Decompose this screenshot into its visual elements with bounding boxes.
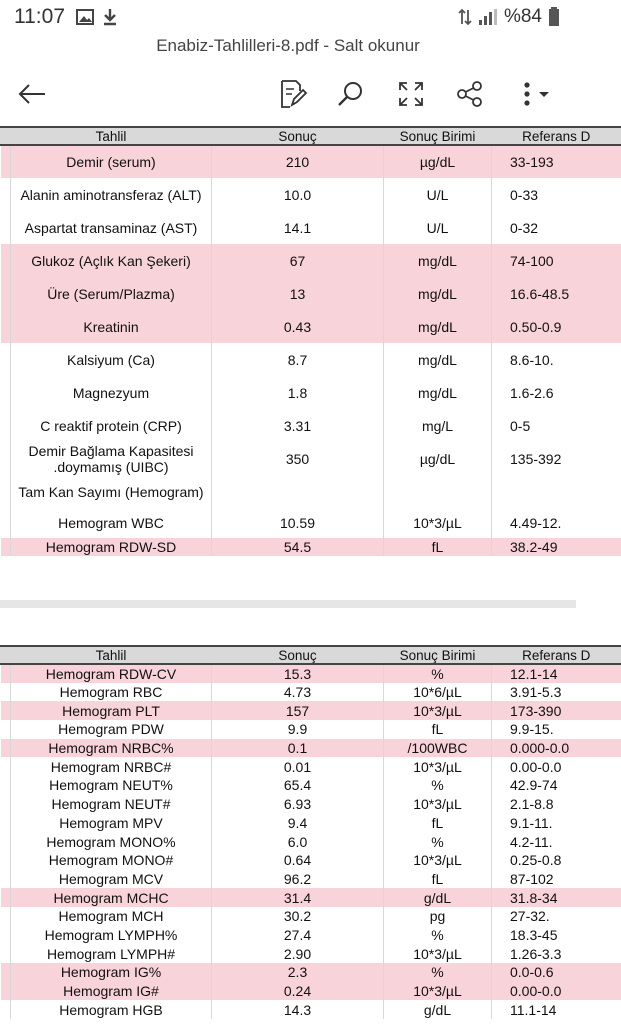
cell-result: 2.3 <box>212 963 384 982</box>
cell-result: 6.0 <box>212 832 384 851</box>
cell-test-name: Hemogram LYMPH% <box>11 926 212 945</box>
cell-test-name: Hemogram NEUT# <box>11 795 212 814</box>
table-row <box>1 851 621 870</box>
table-row <box>1 683 621 702</box>
battery-level: %84 <box>503 6 542 27</box>
cell-test-name: Hemogram NEUT% <box>11 776 212 795</box>
cell-test-name: C reaktif protein (CRP) <box>11 409 212 442</box>
pdf-page-1 <box>0 126 591 600</box>
cell-result: 67 <box>212 244 384 277</box>
back-arrow-icon <box>17 82 47 106</box>
cell-test-name: Hemogram HGB <box>11 1000 212 1019</box>
cell-result: 13 <box>212 277 384 310</box>
cell-reference: 33-193 <box>492 145 621 178</box>
cell-test-name: Hemogram NRBC% <box>11 739 212 758</box>
cell-reference: 3.91-5.3 <box>492 683 621 702</box>
cell-unit: fL <box>384 814 492 833</box>
cell-unit: U/L <box>384 211 492 244</box>
cell-reference: 9.1-11. <box>492 814 621 833</box>
table-row <box>1 277 621 310</box>
cell-unit: g/dL <box>384 1000 492 1019</box>
signal-icon <box>478 8 498 26</box>
cell-reference: 38.2-49 <box>492 538 621 556</box>
cell-unit: 10*3/µL <box>384 851 492 870</box>
download-icon <box>102 8 118 26</box>
cell-result: 350 <box>212 442 384 476</box>
cell-unit: fL <box>384 870 492 889</box>
table-row <box>1 944 621 963</box>
status-bar <box>0 0 576 34</box>
table-row <box>1 963 621 982</box>
cell-unit: 10*3/µL <box>384 944 492 963</box>
cell-unit: mg/dL <box>384 310 492 343</box>
cell-unit: mg/dL <box>384 343 492 376</box>
table-row <box>1 739 621 758</box>
cell-result: 3.31 <box>212 409 384 442</box>
cell-result: 6.93 <box>212 795 384 814</box>
cell-unit: fL <box>384 720 492 739</box>
cell-reference: 135-392 <box>492 442 621 476</box>
cell-unit: mg/dL <box>384 277 492 310</box>
notification-icons <box>76 8 118 26</box>
table-row <box>1 701 621 720</box>
search-icon <box>337 80 365 108</box>
table-row <box>1 832 621 851</box>
header-tahlil: Tahlil <box>11 127 212 145</box>
cell-reference: 74-100 <box>492 244 621 277</box>
search-button[interactable] <box>331 70 371 118</box>
table-row <box>1 409 621 442</box>
cell-unit: µg/dL <box>384 145 492 178</box>
cell-result: 54.5 <box>212 538 384 556</box>
cell-unit: fL <box>384 538 492 556</box>
cell-reference: 0.25-0.8 <box>492 851 621 870</box>
cell-result: 10.0 <box>212 178 384 211</box>
results-table-2 <box>0 645 621 1019</box>
gallery-icon <box>76 8 94 26</box>
cell-result: 2.90 <box>212 944 384 963</box>
cell-reference: 42.9-74 <box>492 776 621 795</box>
cell-unit: % <box>384 664 492 683</box>
cell-result: 0.24 <box>212 982 384 1001</box>
results-table-1 <box>0 126 621 556</box>
share-icon <box>456 80 484 108</box>
cell-reference: 0.00-0.0 <box>492 982 621 1001</box>
cell-reference: 1.26-3.3 <box>492 944 621 963</box>
cell-test-name: Hemogram PDW <box>11 720 212 739</box>
cell-result: 31.4 <box>212 888 384 907</box>
cell-unit: % <box>384 926 492 945</box>
cell-test-name: Demir (serum) <box>11 145 212 178</box>
cell-test-name: Üre (Serum/Plazma) <box>11 277 212 310</box>
cell-result <box>212 476 384 507</box>
cell-result: 10.59 <box>212 507 384 538</box>
cell-reference: 16.6-48.5 <box>492 277 621 310</box>
cell-unit: 10*3/µL <box>384 757 492 776</box>
cell-unit <box>384 476 492 507</box>
cell-reference: 0.00-0.0 <box>492 757 621 776</box>
cell-unit: mg/dL <box>384 244 492 277</box>
table-row <box>1 757 621 776</box>
toolbar <box>0 70 576 120</box>
cell-unit: 10*3/µL <box>384 982 492 1001</box>
table-row <box>1 178 621 211</box>
table-row <box>1 795 621 814</box>
cell-test-name: Kreatinin <box>11 310 212 343</box>
cell-test-name: Hemogram MCV <box>11 870 212 889</box>
cell-result: 65.4 <box>212 776 384 795</box>
cell-test-name: Aspartat transaminaz (AST) <box>11 211 212 244</box>
cell-test-name: Hemogram MONO% <box>11 832 212 851</box>
table-row <box>1 870 621 889</box>
cell-unit: 10*3/µL <box>384 795 492 814</box>
cell-test-name: Alanin aminotransferaz (ALT) <box>11 178 212 211</box>
table-row <box>1 376 621 409</box>
cell-reference: 0.000-0.0 <box>492 739 621 758</box>
table-row <box>1 664 621 683</box>
cell-reference: 0.50-0.9 <box>492 310 621 343</box>
page-separator <box>0 600 576 608</box>
cell-result: 9.4 <box>212 814 384 833</box>
cell-reference: 0.0-0.6 <box>492 963 621 982</box>
cell-reference: 18.3-45 <box>492 926 621 945</box>
fullscreen-button[interactable] <box>391 70 431 118</box>
table-row <box>1 507 621 538</box>
cell-test-name: Hemogram RBC <box>11 683 212 702</box>
table-row <box>1 814 621 833</box>
table-row <box>1 888 621 907</box>
cell-test-name: Demir Bağlama Kapasitesi .doymamış (UIBC) <box>11 442 212 476</box>
cell-unit: mg/L <box>384 409 492 442</box>
cell-unit: 10*6/µL <box>384 683 492 702</box>
table-row <box>1 211 621 244</box>
cell-reference <box>492 476 621 507</box>
cell-unit: µg/dL <box>384 442 492 476</box>
cell-reference: 2.1-8.8 <box>492 795 621 814</box>
cell-unit: g/dL <box>384 888 492 907</box>
cell-unit: % <box>384 832 492 851</box>
cell-reference: 0-33 <box>492 178 621 211</box>
cell-result: 14.3 <box>212 1000 384 1019</box>
cell-unit: /100WBC <box>384 739 492 758</box>
table-row <box>1 244 621 277</box>
more-options-button[interactable] <box>508 70 558 118</box>
edit-button[interactable] <box>272 70 312 118</box>
cell-result: 15.3 <box>212 664 384 683</box>
cell-test-name: Hemogram NRBC# <box>11 757 212 776</box>
cell-result: 27.4 <box>212 926 384 945</box>
cell-result: 8.7 <box>212 343 384 376</box>
cell-result: 9.9 <box>212 720 384 739</box>
cell-result: 4.73 <box>212 683 384 702</box>
header-birim: Sonuç Birimi <box>384 127 492 145</box>
more-icon <box>513 80 553 108</box>
document-title: Enabiz-Tahlilleri-8.pdf - Salt okunur <box>156 36 420 55</box>
cell-reference: 9.9-15. <box>492 720 621 739</box>
cell-test-name: Hemogram WBC <box>11 507 212 538</box>
table-row <box>1 720 621 739</box>
share-button[interactable] <box>450 70 490 118</box>
fullscreen-icon <box>398 81 424 107</box>
table-row <box>1 907 621 926</box>
table-row <box>1 926 621 945</box>
table-header <box>1 646 621 664</box>
cell-unit: 10*3/µL <box>384 701 492 720</box>
table-row <box>1 538 621 556</box>
header-sonuc: Sonuç <box>212 646 384 664</box>
cell-test-name: Tam Kan Sayımı (Hemogram) <box>11 476 212 507</box>
table-row <box>1 1000 621 1019</box>
cell-result: 0.1 <box>212 739 384 758</box>
cell-reference: 1.6-2.6 <box>492 376 621 409</box>
cell-reference: 173-390 <box>492 701 621 720</box>
cell-result: 1.8 <box>212 376 384 409</box>
cell-reference: 4.49-12. <box>492 507 621 538</box>
cell-test-name: Magnezyum <box>11 376 212 409</box>
cell-reference: 27-32. <box>492 907 621 926</box>
table-header <box>1 127 621 145</box>
cell-test-name: Kalsiyum (Ca) <box>11 343 212 376</box>
cell-test-name: Hemogram PLT <box>11 701 212 720</box>
cell-result: 14.1 <box>212 211 384 244</box>
cell-unit: pg <box>384 907 492 926</box>
cell-test-name: Glukoz (Açlık Kan Şekeri) <box>11 244 212 277</box>
cell-test-name: Hemogram IG% <box>11 963 212 982</box>
pdf-page-2 <box>0 645 591 1024</box>
cell-test-name: Hemogram MCHC <box>11 888 212 907</box>
cell-unit: U/L <box>384 178 492 211</box>
table-row <box>1 776 621 795</box>
header-referans: Referans D <box>492 127 621 145</box>
cell-result: 0.01 <box>212 757 384 776</box>
cell-reference: 8.6-10. <box>492 343 621 376</box>
table-row <box>1 982 621 1001</box>
cell-result: 0.43 <box>212 310 384 343</box>
cell-reference: 0-32 <box>492 211 621 244</box>
table-row <box>1 476 621 507</box>
header-sonuc: Sonuç <box>212 127 384 145</box>
back-button[interactable] <box>12 70 52 118</box>
cell-unit: % <box>384 963 492 982</box>
cell-test-name: Hemogram RDW-SD <box>11 538 212 556</box>
status-right <box>458 6 560 28</box>
table-row <box>1 310 621 343</box>
cell-reference: 31.8-34 <box>492 888 621 907</box>
battery-icon <box>548 7 560 27</box>
cell-unit: % <box>384 776 492 795</box>
cell-test-name: Hemogram IG# <box>11 982 212 1001</box>
cell-result: 210 <box>212 145 384 178</box>
cell-unit: 10*3/µL <box>384 507 492 538</box>
table-row <box>1 145 621 178</box>
cell-result: 96.2 <box>212 870 384 889</box>
cell-test-name: Hemogram LYMPH# <box>11 944 212 963</box>
cell-reference: 87-102 <box>492 870 621 889</box>
cell-result: 30.2 <box>212 907 384 926</box>
header-tahlil: Tahlil <box>11 646 212 664</box>
status-time: 11:07 <box>14 5 65 28</box>
cell-result: 157 <box>212 701 384 720</box>
table-row <box>1 343 621 376</box>
cell-reference: 11.1-14 <box>492 1000 621 1019</box>
table-row <box>1 442 621 476</box>
cell-test-name: Hemogram MCH <box>11 907 212 926</box>
data-arrows-icon <box>458 8 472 26</box>
cell-reference: 4.2-11. <box>492 832 621 851</box>
cell-test-name: Hemogram RDW-CV <box>11 664 212 683</box>
header-referans: Referans D <box>492 646 621 664</box>
cell-reference: 0-5 <box>492 409 621 442</box>
cell-test-name: Hemogram MONO# <box>11 851 212 870</box>
cell-unit: mg/dL <box>384 376 492 409</box>
header-birim: Sonuç Birimi <box>384 646 492 664</box>
cell-result: 0.64 <box>212 851 384 870</box>
edit-pdf-icon <box>278 79 306 109</box>
cell-test-name: Hemogram MPV <box>11 814 212 833</box>
cell-reference: 12.1-14 <box>492 664 621 683</box>
